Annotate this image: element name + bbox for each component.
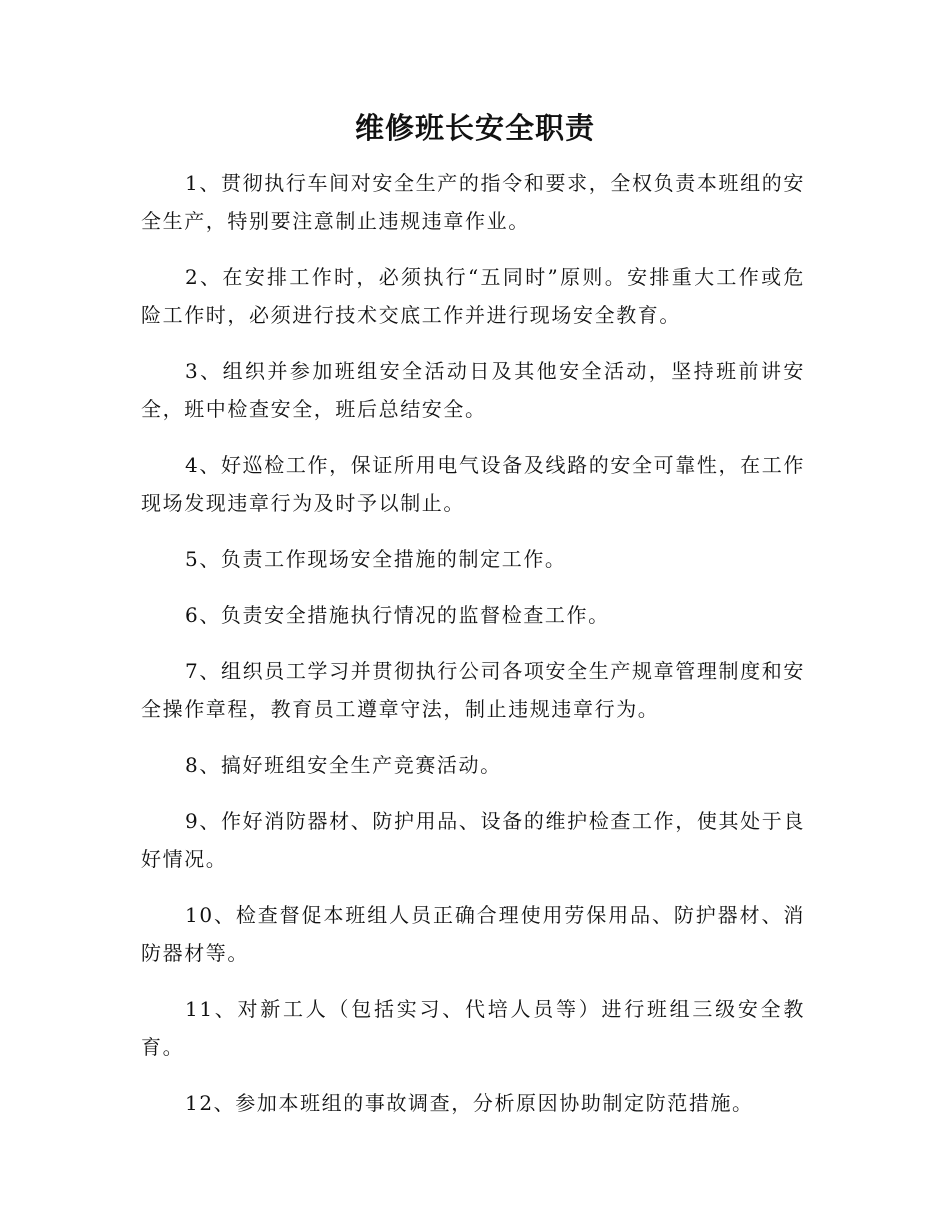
duty-item-10: 10、检查督促本班组人员正确合理使用劳保用品、防护器材、消防器材等。: [141, 903, 805, 965]
duty-item-4: 4、好巡检工作，保证所用电气设备及线路的安全可靠性，在工作现场发现违章行为及时予以制止。: [141, 453, 805, 515]
duty-item-11: 11、对新工人（包括实习、代培人员等）进行班组三级安全教育。: [141, 997, 805, 1059]
duty-item-1: 1、贯彻执行车间对安全生产的指令和要求，全权负责本班组的安全生产，特别要注意制止违规违章作业。: [141, 171, 805, 233]
duty-item-2: 2、在安排工作时，必须执行“五同时”原则。安排重大工作或危险工作时，必须进行技术交底工作并进行现场安全教育。: [141, 265, 805, 327]
duty-item-12: 12、参加本班组的事故调查，分析原因协助制定防范措施。: [185, 1091, 754, 1115]
document-title: 维修班长安全职责: [354, 111, 595, 145]
duty-item-9: 9、作好消防器材、防护用品、设备的维护检查工作，使其处于良好情况。: [141, 809, 805, 871]
duty-item-7: 7、组织员工学习并贯彻执行公司各项安全生产规章管理制度和安全操作章程，教育员工遵章守法，制止违规违章行为。: [141, 659, 805, 721]
duty-item-5: 5、负责工作现场安全措施的制定工作。: [185, 547, 567, 571]
document-body: [141, 164, 805, 1140]
duty-item-6: 6、负责安全措施执行情况的监督检查工作。: [185, 603, 610, 627]
duty-item-3: 3、组织并参加班组安全活动日及其他安全活动，坚持班前讲安全，班中检查安全，班后总结安全。: [141, 359, 805, 421]
duty-item-8: 8、搞好班组安全生产竞赛活动。: [185, 753, 502, 777]
